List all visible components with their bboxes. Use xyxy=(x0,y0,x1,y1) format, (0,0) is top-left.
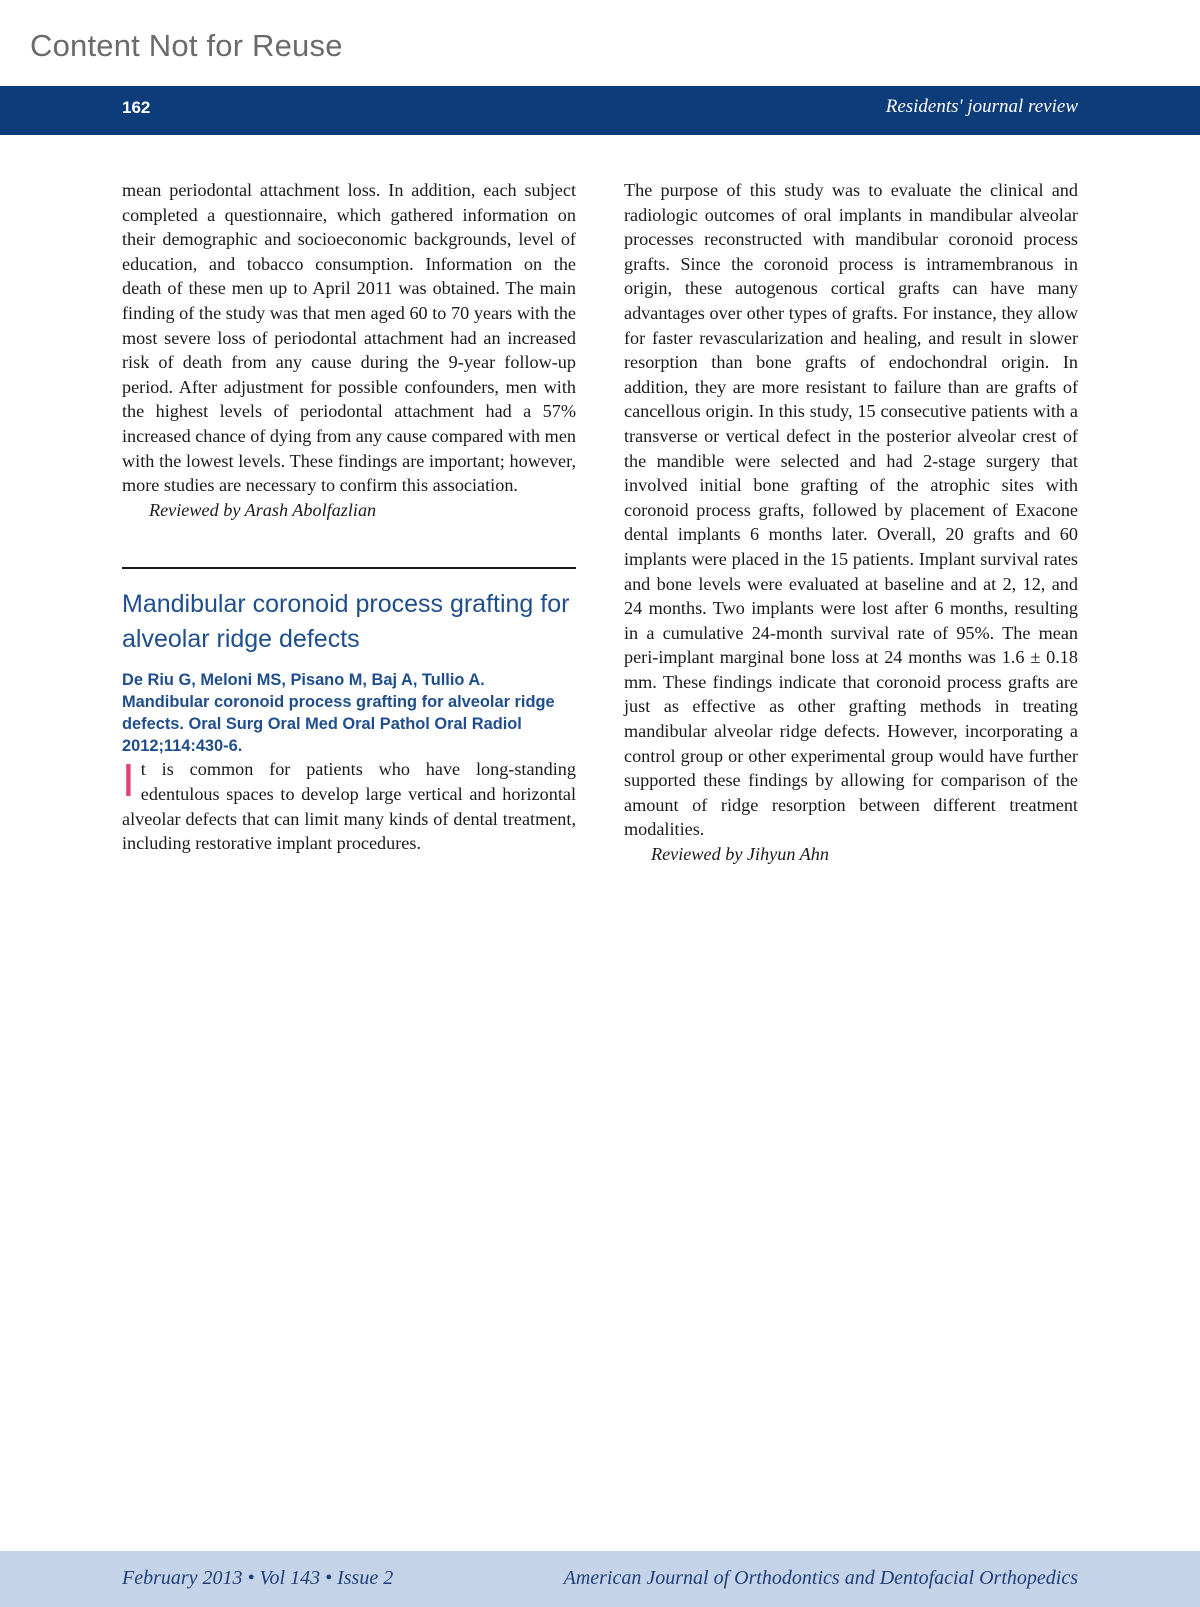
reviewer-name-2: Reviewed by Jihyun Ahn xyxy=(651,844,829,865)
running-head: Residents' journal review xyxy=(885,96,1078,117)
watermark: Content Not for Reuse xyxy=(30,28,343,63)
article-title: Mandibular coronoid process grafting for alveolar ridge defects xyxy=(122,590,570,654)
right-column xyxy=(624,178,1078,867)
footer-issue: February 2013 • Vol 143 • Issue 2 xyxy=(122,1567,394,1589)
drop-cap: I xyxy=(122,754,135,807)
article-body-paragraph: The purpose of this study was to evaluate the clinical and radiologic outcomes of oral implants in mandibular alveolar processes reconstructed with mandibular coronoid process grafts. Since the coronoid process is intramembranous in origin, these autogenous cortical grafts can have many advantages over other types of grafts. For instance, they allow for faster revascularization and healing, and result in slower resorption than bone grafts of endochondral origin. In addition, they are more resistant to failure than are grafts of cancellous origin. In this study, 15 consecutive patients with a transverse or vertical defect in the posterior alveolar crest of the mandible were selected and had 2-stage surgery that involved initial bone grafting of the atrophic sites with coronoid process grafts, followed by placement of Exacone dental implants 6 months later. Overall, 20 grafts and 60 implants were placed in the 15 patients. Implant survival rates and bone levels were evaluated at baseline and at 2, 12, and 24 months. Two implants were lost after 6 months, resulting in a cumulative 24-month survival rate of 95%. The mean peri-implant marginal bone loss at 24 months was 1.6 ± 0.18 mm. These findings indicate that coronoid process grafts are just as effective as other grafting methods in treating mandibular alveolar ridge defects. However, incorporating a control group or other experimental group would have further supported these findings by allowing for comparison of the amount of ridge resorption between different treatment modalities. xyxy=(624,180,1078,840)
footer-journal: American Journal of Orthodontics and Dentofacial Orthopedics xyxy=(563,1567,1078,1589)
footer-bar xyxy=(0,1551,1200,1607)
section-divider xyxy=(122,567,576,569)
reviewer-name: Reviewed by Arash Abolfazlian xyxy=(149,499,377,520)
left-column xyxy=(122,178,576,856)
continued-paragraph: mean periodontal attachment loss. In addition, each subject completed a questionnaire, which gathered information on their demographic and socioeconomic backgrounds, level of education, and tobacco consumption. Information on the death of these men up to April 2011 was obtained. The main finding of the study was that men aged 60 to 70 years with the most severe loss of periodontal attachment had an increased risk of death from any cause during the 9-year follow-up period. After adjustment for possible confounders, men with the highest levels of periodontal attachment had a 57% increased chance of dying from any cause compared with men with the lowest levels. These findings are important; however, more studies are necessary to confirm this association. xyxy=(122,180,576,496)
article-intro-paragraph xyxy=(122,754,576,855)
page-number: 162 xyxy=(122,98,151,117)
header-bar xyxy=(0,86,1200,135)
article-intro-text: t is common for patients who have long-standing edentulous spaces to develop large vertical and horizontal alveolar defects that can limit many kinds of dental treatment, including restorative implant procedures. xyxy=(122,759,576,854)
article-citation: De Riu G, Meloni MS, Pisano M, Baj A, Tullio A. Mandibular coronoid process grafting for alveolar ridge defects. Oral Surg Oral Med Oral Pathol Oral Radiol 2012;114:430-6. xyxy=(122,671,555,756)
